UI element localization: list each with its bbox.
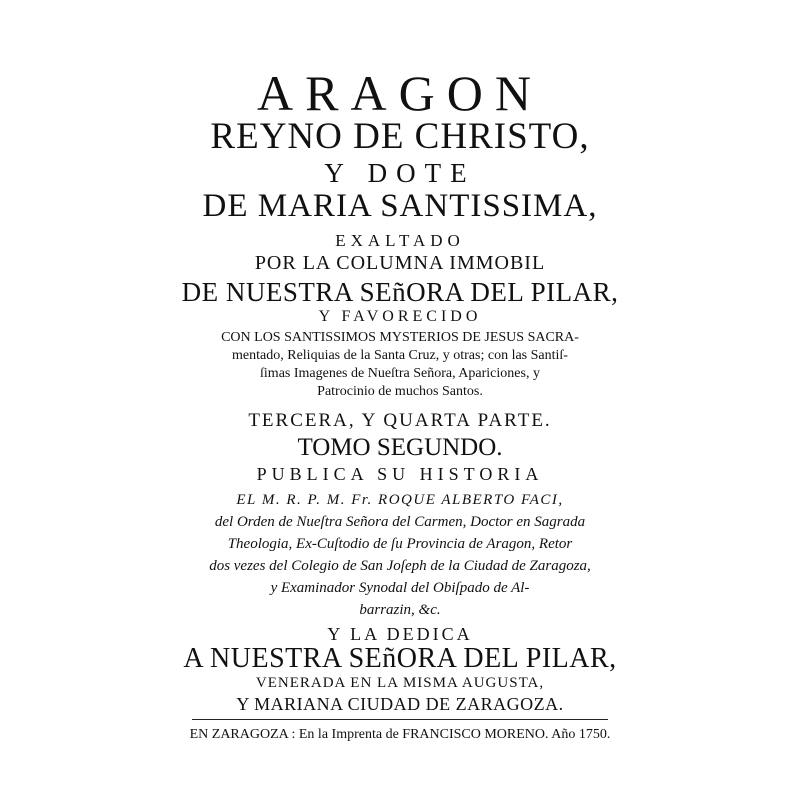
dedica-line: Y LA DEDICA	[327, 624, 473, 644]
imprint-line: EN ZARAGOZA : En la Imprenta de FRANCISCO MORENO. Año 1750.	[189, 727, 611, 742]
imprint-rule	[192, 719, 608, 720]
subtitle-reyno: REYNO DE CHRISTO,	[210, 116, 590, 157]
patrocinio-line: Patrocinio de muchos Santos.	[317, 384, 483, 399]
pilar-line: DE NUESTRA SEñORA DEL PILAR,	[181, 277, 619, 307]
dedicatee-line: A NUESTRA SEñORA DEL PILAR,	[183, 643, 617, 674]
venerada-line: VENERADA EN LA MISMA AUGUSTA,	[255, 675, 545, 691]
favorecido-line: Y FAVORECIDO	[318, 308, 482, 325]
parte-line: TERCERA, Y QUARTA PARTE.	[248, 410, 552, 431]
author-line: EL M. R. P. M. Fr. ROQUE ALBERTO FACI,	[236, 492, 564, 508]
columna-line: POR LA COLUMNA IMMOBIL	[254, 252, 546, 274]
author-colegio-line: dos vezes del Colegio de San Joſeph de la Ciudad de Zaragoza,	[209, 558, 591, 574]
author-barrazin-line: barrazin, &c.	[359, 602, 441, 618]
subtitle-maria: DE MARIA SANTISSIMA,	[202, 188, 598, 224]
mysterios-line: CON LOS SANTISSIMOS MYSTERIOS DE JESUS SACRA-	[221, 330, 579, 345]
author-orden-line: del Orden de Nueſtra Señora del Carmen, Doctor en Sagrada	[214, 514, 586, 530]
publica-line: PUBLICA SU HISTORIA	[256, 464, 544, 484]
imagenes-line: ſimas Imagenes de Nueſtra Señora, Apariciones, y	[260, 366, 540, 381]
author-examinador-line: y Examinador Synodal del Obiſpado de Al-	[270, 580, 530, 596]
exaltado-line: EXALTADO	[335, 231, 465, 250]
reliquias-line: mentado, Reliquias de la Santa Cruz, y otras; con las Santiſ-	[232, 348, 568, 363]
author-theologia-line: Theologia, Ex-Cuſtodio de ſu Provincia de Aragon, Retor	[227, 536, 573, 552]
main-title: ARAGON	[257, 65, 543, 121]
subtitle-dote: Y DOTE	[324, 158, 476, 188]
ciudad-line: Y MARIANA CIUDAD DE ZARAGOZA.	[236, 694, 564, 714]
tomo-line: TOMO SEGUNDO.	[297, 434, 503, 461]
